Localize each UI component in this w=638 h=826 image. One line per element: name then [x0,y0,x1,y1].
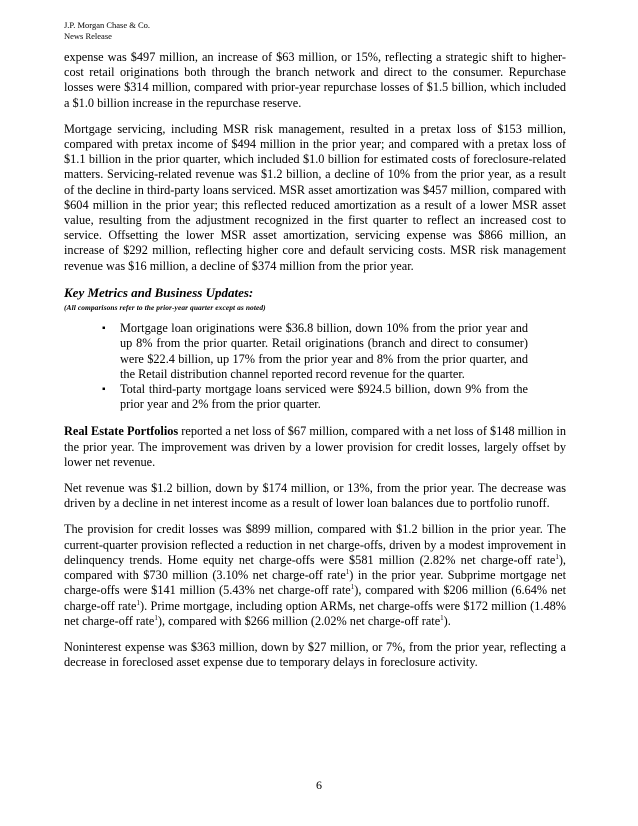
page-number: 6 [316,778,322,792]
footnote-marker: 1 [440,613,444,622]
key-metrics-list [64,321,528,412]
text-segment: ). [443,613,451,628]
company-name: J.P. Morgan Chase & Co. [64,20,151,30]
list-item [102,321,528,382]
footnote-marker: 1 [350,583,355,592]
text-segment: ) in the prior year. Subprime mortgage net charge-offs were $141 million (5.43% net charge-off rate [64,568,566,598]
paragraph-origination-expense: expense was $497 million, an increase of $63 million, or 15%, reflecting a strategic shift to higher-cost retail originations both through the branch network and direct to the consumer. Repurchase losses were $314 million, compared with prior-year repurchase losses of $1.5 billion, which included a $1.0 billion increase in the repurchase reserve. [64,50,566,110]
section-title-key-metrics: Key Metrics and Business Updates: [64,284,254,300]
page-header [64,20,150,42]
footnote-marker: 1 [555,552,559,561]
document-type: News Release [64,31,112,41]
footnote-marker: 1 [154,613,158,622]
document-body [64,50,566,681]
text-segment: ), compared with $206 million (6.64% net charge-off rate [64,583,566,613]
paragraph-noninterest-expense: Noninterest expense was $363 million, down by $27 million, or 7%, from the prior year, reflecting a decrease in foreclosed asset expense due to temporary delays in foreclosure activity. [64,639,566,670]
footnote-marker: 1 [345,568,350,576]
paragraph-mortgage-servicing: Mortgage servicing, including MSR risk management, resulted in a pretax loss of $153 million, compared with pretax income of $494 million in the prior year; and compared with a pretax loss of $1.1 billion in the prior quarter, which included $1.0 billion for estimated costs of foreclosure-related matters. Servicing-related revenue was $1.2 billion, a decline of 10% from the prior year, as a result of the decline in third-party loans serviced. MSR asset amortization was $457 million, compared with $604 million in the prior year; this reflected reduced amortization as a result of a lower MSR asset value, resulting from the adjustment recognized in the first quarter to reflect an increased cost to service. Offsetting the lower MSR asset amortization, servicing expense was $866 million, an increase of $292 million, reflecting higher core and default servicing costs. MSR risk management revenue was $16 million, a decline of $374 million from the prior year. [64,121,566,273]
text-segment: ), compared with $730 million (3.10% net charge-off rate [64,552,566,583]
text-segment: The provision for credit losses was $899 million, compared with $1.2 billion in the prior year. The current-quarter provision reflected a reduction in net charge-offs, driven by a modest improvement in delinquency trends. Home equity net charge-offs were $581 million (2.82% net charge-off rate [64,522,566,567]
footnote-marker: 1 [136,598,140,607]
square-bullet-icon: ▪ [102,384,106,396]
paragraph-credit-losses [64,522,566,628]
text-segment: ), compared with $266 million (2.02% net charge-off rate [157,613,441,628]
text-segment: ). Prime mortgage, including option ARMs, net charge-offs were $172 million (1.48% net charge-off rate [64,598,566,628]
list-item [102,382,528,412]
section-heading-real-estate-portfolios: Real Estate Portfolios [64,424,179,439]
section-note-comparisons: (All comparisons refer to the prior-year quarter except as noted) [64,303,266,313]
paragraph-text: reported a net loss of $67 million, compared with a net loss of $148 million in the prior year. The improvement was driven by a lower provision for credit losses, largely offset by lower net revenue. [64,424,566,469]
square-bullet-icon: ▪ [102,323,106,335]
paragraph-net-revenue: Net revenue was $1.2 billion, down by $174 million, or 13%, from the prior year. The decrease was driven by a decline in net interest income as a result of lower loan balances due to portfolio runoff. [64,481,566,511]
bullet-text: Mortgage loan originations were $36.8 billion, down 10% from the prior year and up 8% from the prior quarter. Retail originations (branch and direct to consumer) were $22.4 billion, up 17% from the prior year and 8% from the prior quarter, and the Retail distribution channel reported record revenue for the quarter. [120,321,528,381]
paragraph-real-estate-portfolios [64,424,566,470]
bullet-text: Total third-party mortgage loans serviced were $924.5 billion, down 9% from the prior year and 2% from the prior quarter. [120,382,528,412]
